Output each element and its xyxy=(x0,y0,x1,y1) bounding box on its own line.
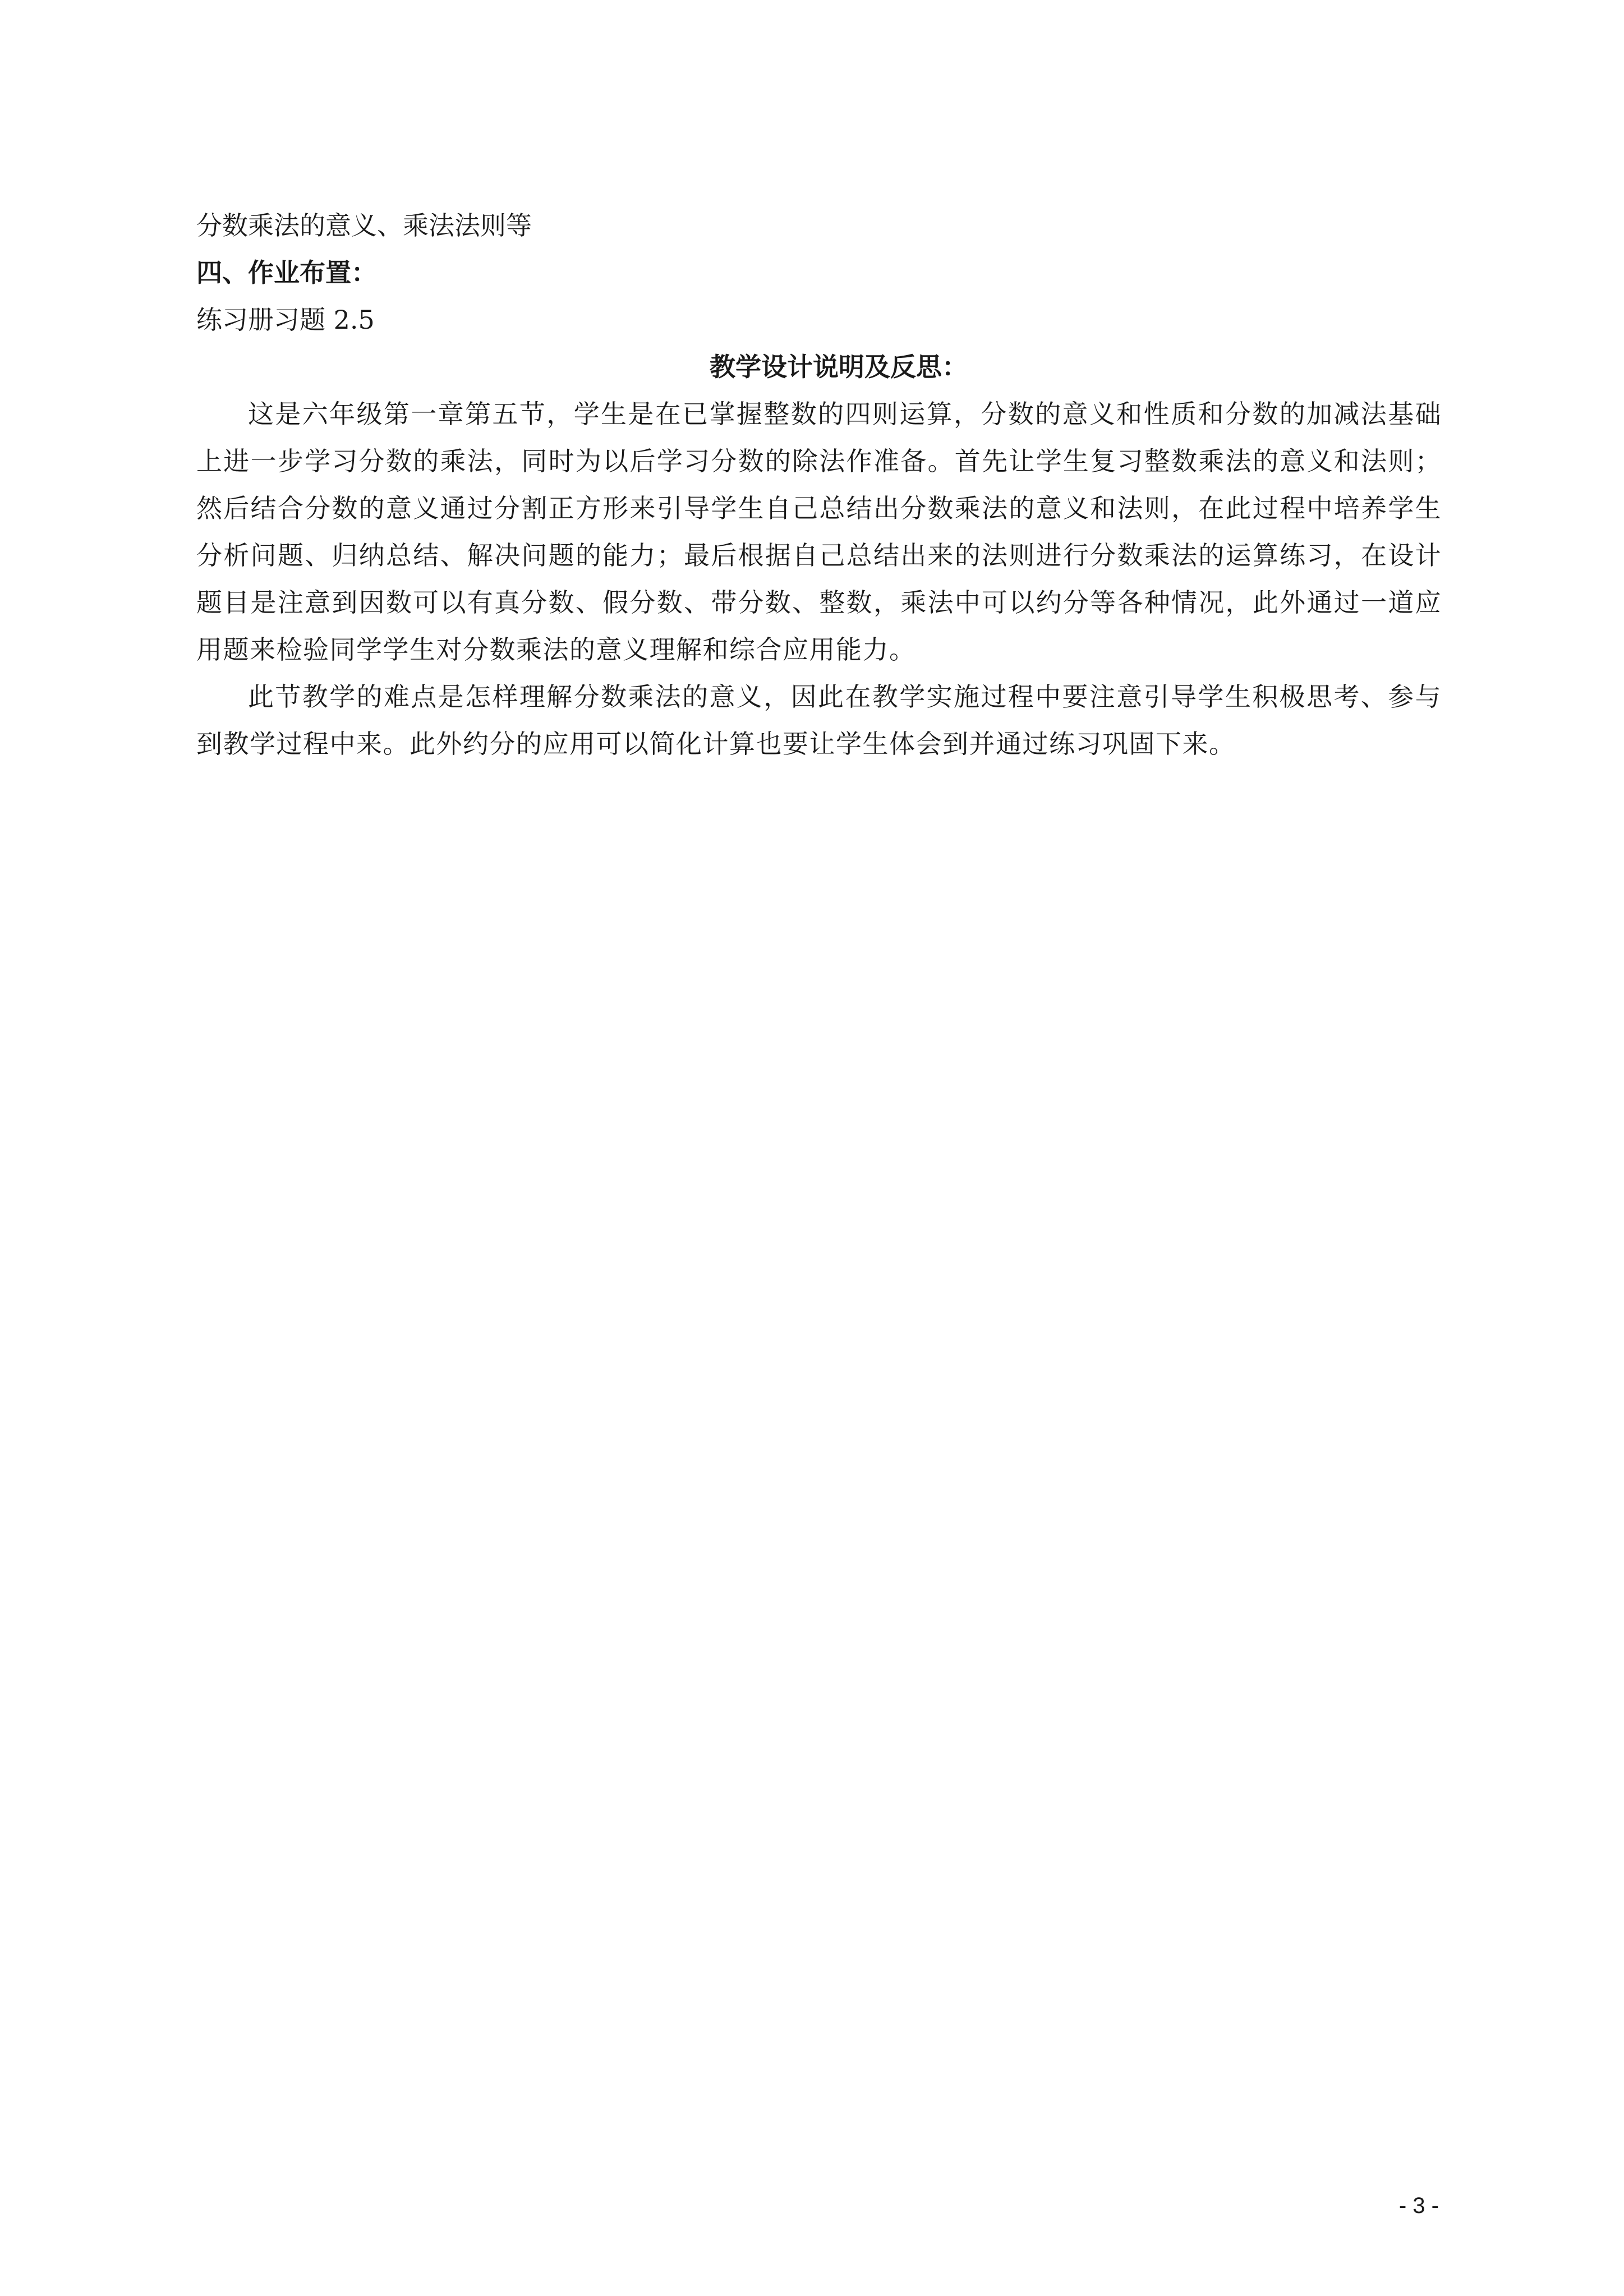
text-line-homework: 练习册习题 2.5 xyxy=(196,305,375,335)
document-body xyxy=(196,202,1442,767)
reflection-paragraph-1: 这是六年级第一章第五节，学生是在已掌握整数的四则运算，分数的意义和性质和分数的加减法基础上进一步学习分数的乘法，同时为以后学习分数的除法作准备。首先让学生复习整数乘法的意义和法则；然后结合分数的意义通过分割正方形来引导学生自己总结出分数乘法的意义和法则，在此过程中培养学生分析问题、归纳总结、解决问题的能力；最后根据自己总结出来的法则进行分数乘法的运算练习，在设计题目是注意到因数可以有真分数、假分数、带分数、整数，乘法中可以约分等各种情况，此外通过一道应用题来检验同学学生对分数乘法的意义理解和综合应用能力。 xyxy=(196,399,1442,665)
section-heading-homework: 四、作业布置： xyxy=(196,257,377,288)
text-line-summary: 分数乘法的意义、乘法法则等 xyxy=(196,210,532,241)
reflection-title: 教学设计说明及反思： xyxy=(710,352,968,382)
reflection-paragraph-2: 此节教学的难点是怎样理解分数乘法的意义，因此在教学实施过程中要注意引导学生积极思考、参与到教学过程中来。此外约分的应用可以简化计算也要让学生体会到并通过练习巩固下来。 xyxy=(196,682,1442,759)
page-number: - 3 - xyxy=(1398,2193,1439,2218)
